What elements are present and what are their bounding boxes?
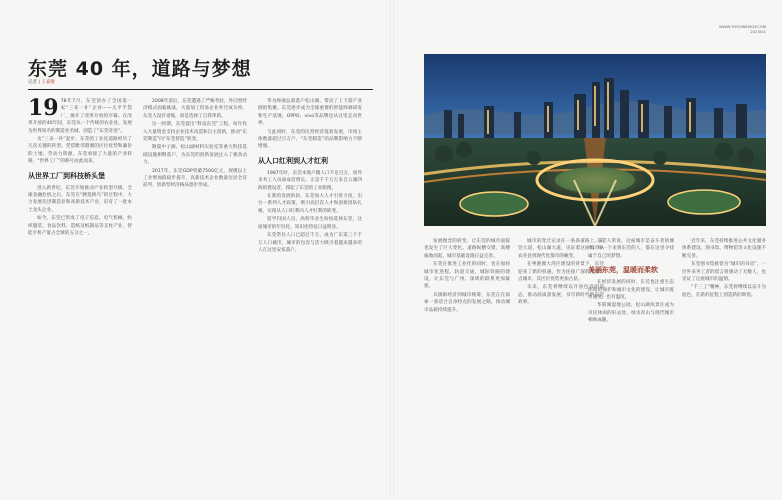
paragraph: 在经济发展的同时，东莞也注重生态环境的保护和城市文化的建设，让城市既有速度，也有温度。: [588, 280, 674, 301]
paragraph: 在粤港澳大湾区建设的背景下，东莞迎来了新的机遇，作为连接广深的重要节点城市，其区位优势更加凸显。: [518, 262, 604, 283]
paragraph: 留学归国人员、高校毕业生纷纷选择东莞，这座城市的年轻化、知识化特征日益明显。: [258, 217, 362, 230]
byline-label: 记者 |: [28, 80, 40, 85]
dropcap: 19: [28, 95, 59, 121]
photo-illustration: [424, 54, 766, 226]
paragraph: 2008年前后，东莞遭遇了严峻考验，外向型经济模式面临挑战，大量加工贸易企业外迁或关停。东莞人没有退缩，而是选择了自我革新。: [143, 99, 247, 119]
byline-author: 王嘉敏: [41, 80, 55, 85]
header-url: WWW.YOSOWEEKLY.COM: [719, 24, 766, 29]
byline: [28, 79, 55, 85]
left-page: [0, 0, 390, 500]
page-header: [719, 24, 766, 34]
paragraph: 发展理念的转变，让东莞的城市面貌也发生了巨大变化。道路纵横交错，高楼拔地而起，城市基础设施日益完善。: [424, 239, 510, 259]
paragraph: 城市的变迁记录在一条条道路上。东莞大道、松山湖大道，见证着这座城市从农业县到现代化都市的蜕变。: [518, 239, 604, 259]
column-1: [28, 95, 132, 239]
paragraph: 近年来，东莞持续推进公共文化服务体系建设，图书馆、博物馆等文化设施不断完善。: [682, 239, 766, 259]
paragraph: 东莞常住人口已超过千万，成为广东第三个千万人口城市，城市的包容与活力吸引着越来越多的人在这里安家落户。: [258, 233, 362, 253]
paragraph: 2017年，东莞GDP突破7500亿元，规模以上工业增加值稳步提升，高新技术企业数量位居全省前列，创新型经济格局逐步形成。: [143, 168, 247, 189]
paragraph: 未来，东莞将继续以开放包容的姿态，推动高质量发展，书写新时代的东莞故事。: [518, 285, 604, 306]
paragraph: 华为终端总部落户松山湖，带动了上下游产业链的集聚。东莞逐步成为全球重要的智能终端研发和生产基地，OPPO、vivo等品牌也从这里走向世界。: [258, 99, 362, 127]
title-divider: [28, 89, 373, 90]
column-3: [258, 98, 362, 255]
column-2: [143, 98, 247, 191]
right-page: [394, 0, 782, 500]
column-6: [588, 238, 674, 326]
paragraph: 在新的发展阶段，东莞加大人才引进力度，出台一系列人才政策，吸引高层次人才和创新团队扎根，实现从人口红利向人才红利的转变。: [258, 194, 362, 214]
paragraph: 从“三来一补”起步，东莞的工业化道路经历了几次关键的转型。凭借毗邻港澳的区位优势和廉价的土地、劳动力资源，东莞承接了大量的产业转移，“世界工厂”的称号由此而来。: [28, 137, 132, 165]
paragraph: 这一时期，东莞提出“科技东莞”工程，每年投入大量资金支持企业技术改造和自主创新，推动“东莞制造”向“东莞智造”转变。: [143, 122, 247, 143]
section-heading: 从世界工厂到科技桥头堡: [28, 171, 105, 180]
paragraph-text: 78年7月，东莞创办了全国第一家“三来一补”企业——太平手袋厂，揭开了改革开放的序幕。在改革开放的40年间，东莞从一个传统的农业县，发展为世界知名的制造业名城，创造了“东莞奇迹”。: [28, 99, 132, 134]
paragraph: 东莞人常说，这座城市是奋斗者的城市。每一个来到东莞的人，都在这里寻找属于自己的梦想。: [588, 239, 674, 259]
paragraph: 散裂中子源、松山湖材料实验室等重大科技基础设施相继落户，为东莞的创新发展注入了强劲动力。: [143, 145, 247, 166]
paragraph: 东莞在推进工业化的同时，也在加快城市化进程。轨道交通、城际铁路的建设，让东莞与广州、深圳的联系更加紧密。: [424, 262, 510, 290]
section-heading: 从人口红利到人才红利: [258, 156, 328, 165]
paragraph: 与此同时，东莞的民营经济蓬勃发展，市场主体数量超过百万户，“东莞制造”的品牌影响力不断增强。: [258, 129, 362, 150]
column-7: [682, 238, 766, 300]
paragraph: 1987年时，东莞本地户籍人口不足百万，而外来务工人员却成倍增长。正是千千万万来自五湖四海的建设者，撑起了东莞的工业版图。: [258, 170, 362, 191]
paragraph: “千三工”精神，东莞将继续以奋斗为底色，在新的征程上创造新的辉煌。: [682, 285, 766, 298]
section-heading: 美丽东莞，温暖而柔软: [588, 266, 658, 275]
paragraph: 如今，东莞已形成了电子信息、电气机械、纺织服装、食品饮料、造纸及纸制品等支柱产业，智能手机产量占全球的五分之一。: [28, 216, 132, 237]
paragraph: 进入新世纪，东莞开始推动产业转型升级。全球金融危机之后，东莞在“腾笼换鸟”的过程中，大力发展先进制造业和高新技术产业，培育了一批本土龙头企业。: [28, 185, 132, 213]
column-4: [424, 238, 510, 315]
paragraph: 东莞图书馆被誉为“城市的书房”，一位外来务工者的留言曾感动了无数人，也见证了这座城市的温情。: [682, 262, 766, 283]
city-aerial-night-photo: [424, 54, 766, 226]
page-title: 东莞 40 年，道路与梦想: [28, 58, 252, 80]
header-issue: 2023/01: [750, 29, 766, 34]
paragraph: [28, 95, 132, 135]
paragraph: 华阳湖湿地公园、松山湖风景区成为市民休闲的好去处，绿水青山与现代城市相映成趣。: [588, 303, 674, 324]
paragraph: 从镇街经济到城市统筹，东莞正在探索一条适合自身特点的发展之路，推动城市品质持续提升。: [424, 292, 510, 313]
